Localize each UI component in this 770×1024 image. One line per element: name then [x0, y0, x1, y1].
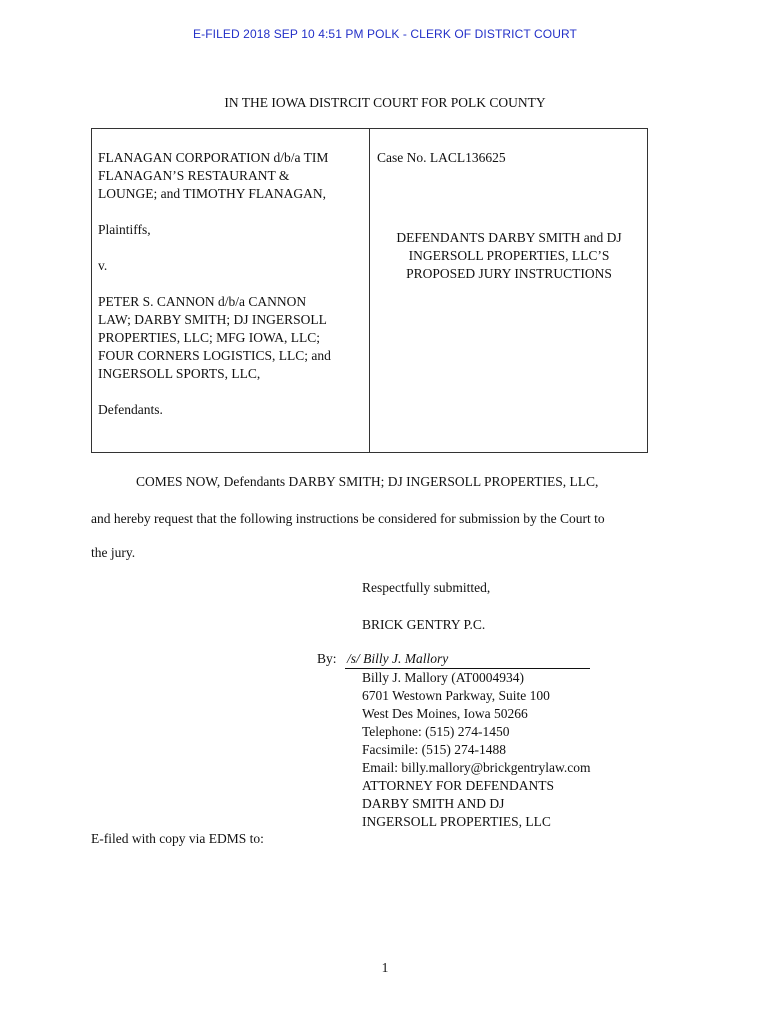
document-title-line: INGERSOLL PROPERTIES, LLC’S: [408, 248, 610, 263]
defendant-name-line: LAW; DARBY SMITH; DJ INGERSOLL: [98, 312, 327, 327]
body-paragraph-line: the jury.: [91, 545, 136, 560]
case-number: Case No. LACL136625: [377, 150, 506, 165]
defendant-name-line: PROPERTIES, LLC; MFG IOWA, LLC;: [98, 330, 320, 345]
signature-line: /s/ Billy J. Mallory: [345, 651, 590, 669]
attorney-email-line: Email: billy.mallory@brickgentrylaw.com: [362, 760, 591, 775]
document-title-line: DEFENDANTS DARBY SMITH and DJ: [396, 230, 622, 245]
body-paragraph-line: COMES NOW, Defendants DARBY SMITH; DJ INGERSOLL PROPERTIES, LLC,: [136, 474, 599, 489]
attorney-detail-line: DARBY SMITH AND DJ: [362, 796, 505, 811]
attorney-detail-line: Telephone: (515) 274-1450: [362, 724, 510, 739]
plaintiff-name-line: FLANAGAN’S RESTAURANT &: [98, 168, 290, 183]
versus-label: v.: [98, 258, 108, 273]
document-title: [377, 229, 641, 283]
case-caption-table: [91, 128, 648, 453]
plaintiff-name-line: FLANAGAN CORPORATION d/b/a TIM: [98, 150, 329, 165]
page-number: 1: [381, 960, 389, 975]
court-title: IN THE IOWA DISTRCIT COURT FOR POLK COUNTY: [224, 95, 546, 110]
defendant-name-line: INGERSOLL SPORTS, LLC,: [98, 366, 261, 381]
plaintiffs-label: Plaintiffs,: [98, 222, 151, 237]
defendant-name-line: FOUR CORNERS LOGISTICS, LLC; and: [98, 348, 331, 363]
body-paragraph-line: and hereby request that the following instructions be considered for submission by the Court to: [91, 511, 605, 526]
attorney-detail-line: Facsimile: (515) 274-1488: [362, 742, 506, 757]
service-note: E-filed with copy via EDMS to:: [91, 831, 264, 846]
defendants-label: Defendants.: [98, 402, 163, 417]
defendant-name-line: PETER S. CANNON d/b/a CANNON: [98, 294, 307, 309]
attorney-detail-line: INGERSOLL PROPERTIES, LLC: [362, 814, 551, 829]
firm-name: BRICK GENTRY P.C.: [362, 617, 486, 632]
efiled-stamp: E-FILED 2018 SEP 10 4:51 PM POLK - CLERK OF DISTRICT COURT: [193, 27, 577, 41]
attorney-detail-line: West Des Moines, Iowa 50266: [362, 706, 528, 721]
caption-case-cell: [370, 129, 647, 452]
attorney-detail-line: 6701 Westown Parkway, Suite 100: [362, 688, 550, 703]
closing-line: Respectfully submitted,: [362, 580, 491, 595]
plaintiff-name-line: LOUNGE; and TIMOTHY FLANAGAN,: [98, 186, 326, 201]
attorney-detail-line: Billy J. Mallory (AT0004934): [362, 670, 524, 685]
attorney-details: [362, 669, 591, 831]
document-title-line: PROPOSED JURY INSTRUCTIONS: [406, 266, 612, 281]
by-label: By:: [317, 651, 337, 666]
caption-parties-cell: [92, 129, 370, 452]
attorney-detail-line: ATTORNEY FOR DEFENDANTS: [362, 778, 555, 793]
